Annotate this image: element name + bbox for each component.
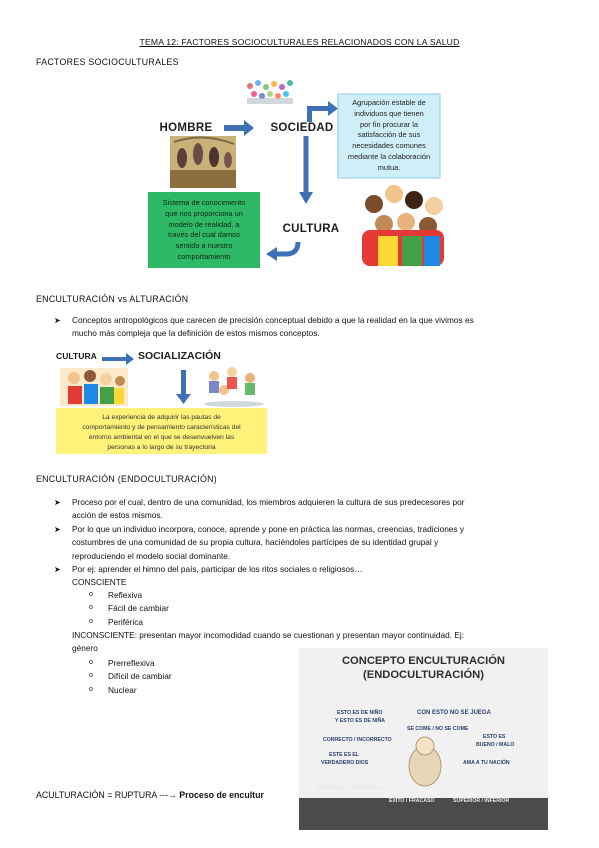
crowd-image [247, 80, 293, 104]
inconsciente-text: INCONSCIENTE: presentan mayor incomodidad cuando se cuestionan y presentan mayor continuidad. Ej: género [72, 630, 464, 654]
arrow-cultura-def [266, 242, 298, 261]
bullet-conceptos: Conceptos antropológicos que carecen de precisión conceptual debido a que la realidad en la que vivimos es mucho más compleja que la definición de estos mismos conceptos. [72, 315, 474, 339]
consciente-item: Periférica [108, 617, 144, 627]
concept-word: DESEABLE / INDESEABLE [317, 785, 384, 791]
bullet-individuo: Por lo que un individuo incorpora, conoce, aprende y pone en práctica las normas, creencias, tradiciones y costumbres de una comunidad de su propia cultura, haciéndoles partícipes de su identidad grupal y reproduciendo el modelo social dominante. [72, 524, 465, 561]
concept-word: ESTO ES [483, 734, 506, 740]
section-heading-endoculturacion: ENCULTURACIÓN (ENDOCULTURACIÓN) [36, 474, 218, 484]
consciente-label: CONSCIENTE [72, 577, 127, 587]
aculturacion-definition: Proceso de encultur [179, 790, 264, 800]
cavemen-image [170, 136, 236, 188]
aculturacion-label: ACULTURACIÓN = RUPTURA ---→ [36, 790, 177, 800]
bullet-arrow-icon: ➤ [54, 525, 61, 534]
children-image [362, 185, 444, 266]
sociedad-label: SOCIEDAD [270, 122, 334, 134]
hombre-label: HOMBRE [159, 122, 213, 134]
page-title: TEMA 12: FACTORES SOCIOCULTURALES RELACIONADOS CON LA SALUD [139, 37, 460, 47]
section-heading-enculturacion-vs: ENCULTURACIÓN vs ALTURACIÓN [36, 294, 189, 304]
bullet-proceso: Proceso por el cual, dentro de una comunidad, los miembros adquieren la cultura de sus predecesores por acción de estos mismos. [72, 497, 465, 521]
concept-word: SUPERIOR / INFERIOR [453, 798, 510, 804]
cultura-label: CULTURA [282, 223, 340, 235]
concept-word: ESTO ES DE NIÑO [337, 710, 383, 716]
bullet-arrow-icon: ➤ [54, 565, 61, 574]
concept-word: BUENO / MALO [476, 742, 515, 748]
children-playing-image [204, 367, 264, 407]
consciente-item: Fácil de cambiar [108, 603, 169, 613]
concept-word: CORRECTO / INCORRECTO [323, 737, 392, 743]
cultura-small-label: CULTURA [56, 351, 97, 361]
circle-bullet-icon: o [89, 591, 93, 598]
bullet-arrow-icon: ➤ [54, 316, 61, 325]
family-image [60, 368, 128, 406]
inconsciente-item: Prerreflexiva [108, 658, 155, 668]
concept-word: VERDADERO DIOS [321, 760, 369, 766]
inconsciente-item: Difícil de cambiar [108, 671, 172, 681]
arrow-sociedad-cultura [299, 136, 313, 204]
sociedad-definition: Agrupación estable de individuos que tienen por fin procurar la satisfacción de sus necesidades comunes mediante la colaboración mutua. [347, 98, 431, 172]
concept-word: ESTE ES EL [329, 752, 359, 758]
concept-word: ÉXITO / FRACASO [389, 798, 435, 804]
circle-bullet-icon: o [89, 686, 93, 693]
circle-bullet-icon: o [89, 618, 93, 625]
concept-word: CON ESTO NO SE JUEGA [417, 710, 491, 716]
circle-bullet-icon: o [89, 604, 93, 611]
concept-enculturacion-card [299, 648, 548, 830]
inconsciente-item: Nuclear [108, 685, 137, 695]
cultura-definition: Sistema de conocimiento que nos proporciona un modelo de realidad, a través del cual damos sentido a nuestro comportamiento [162, 198, 246, 261]
factores-diagram [148, 74, 470, 270]
consciente-item: Reflexiva [108, 590, 143, 600]
concept-word: AMA A TU NACIÓN [463, 760, 510, 766]
bullet-arrow-icon: ➤ [54, 498, 61, 507]
arrow-hombre-sociedad [224, 120, 254, 136]
circle-bullet-icon: o [89, 659, 93, 666]
concept-word: Y ESTO ES DE NIÑA [335, 718, 385, 724]
socializacion-diagram [54, 350, 269, 456]
aculturacion-line [36, 789, 264, 802]
arrow-sociedad-def [307, 101, 338, 122]
socializacion-definition: La experiencia de adquirir las pautas de comportamiento y de pensamiento características del entorno ambiental en el que se desenvuelven las personas a lo largo de su trayectoria [82, 414, 241, 451]
circle-bullet-icon: o [89, 672, 93, 679]
section-heading-factores: FACTORES SOCIOCULTURALES [36, 57, 179, 67]
socializacion-label: SOCIALIZACIÓN [138, 350, 221, 362]
concept-word: SE COME / NO SE COME [407, 726, 469, 732]
concept-card-title: CONCEPTO ENCULTURACIÓN (ENDOCULTURACIÓN) [341, 655, 506, 681]
bullet-ejemplo: Por ej: aprender el himno del país, participar de los ritos sociales o religiosos… [72, 564, 363, 574]
